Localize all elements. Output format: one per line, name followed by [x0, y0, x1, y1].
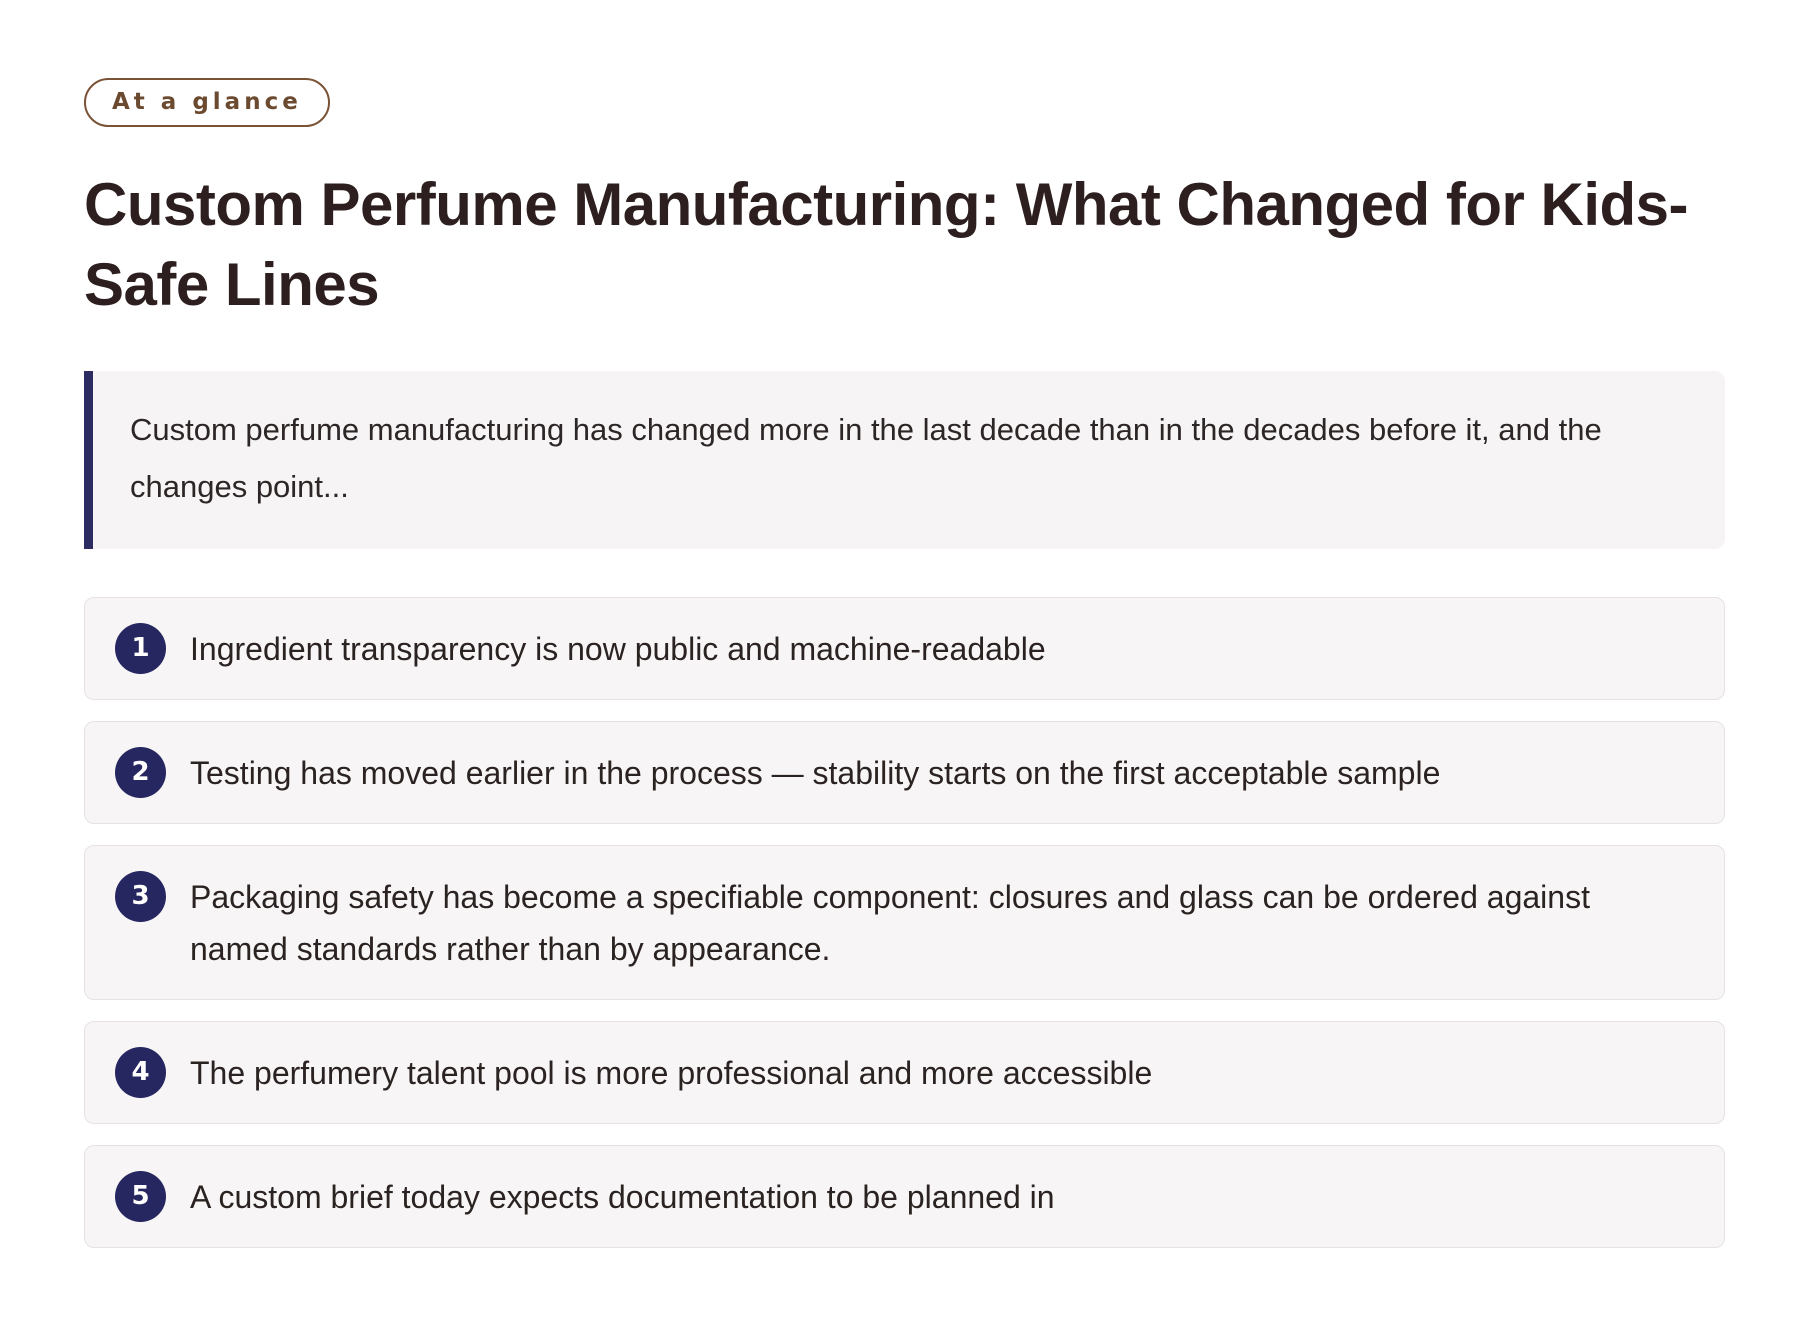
item-text: Ingredient transparency is now public and machine-readable	[190, 631, 1046, 667]
section-badge: At a glance	[84, 78, 330, 127]
list-item	[84, 1145, 1725, 1248]
summary-callout: Custom perfume manufacturing has changed more in the last decade than in the decades before it, and the changes point...	[84, 371, 1725, 549]
item-text: A custom brief today expects documentation to be planned in	[190, 1179, 1055, 1215]
list-item	[84, 1021, 1725, 1124]
item-text: The perfumery talent pool is more professional and more accessible	[190, 1055, 1153, 1091]
item-text: Testing has moved earlier in the process — stability starts on the first acceptable sample	[190, 755, 1441, 791]
item-number-badge: 2	[115, 747, 166, 798]
item-number-badge: 3	[115, 871, 166, 922]
list-item	[84, 597, 1725, 700]
item-number-badge: 4	[115, 1047, 166, 1098]
item-text: Packaging safety has become a specifiable component: closures and glass can be ordered against named standards rather than by appearance.	[190, 879, 1590, 967]
item-number-badge: 1	[115, 623, 166, 674]
page-title: Custom Perfume Manufacturing: What Changed for Kids-Safe Lines	[84, 171, 1689, 318]
key-points-list	[84, 597, 1725, 1248]
item-number-badge: 5	[115, 1171, 166, 1222]
list-item	[84, 845, 1725, 1000]
list-item	[84, 721, 1725, 824]
